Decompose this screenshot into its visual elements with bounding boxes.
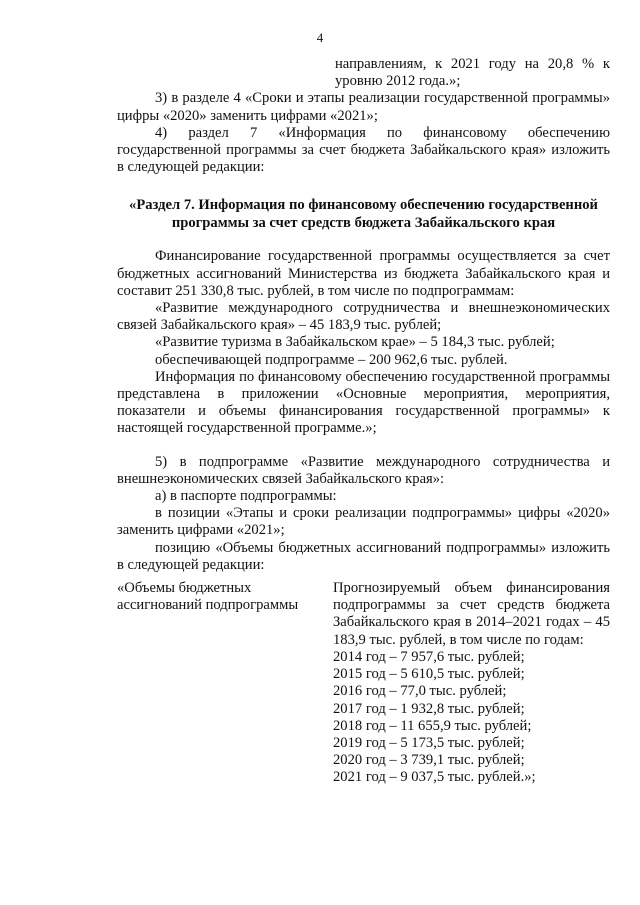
amendment-item-4: 4) раздел 7 «Информация по финансовому обеспечению государственной программы за счет бюджета Забайкальского края» изложить в следующей редакции:	[117, 124, 610, 176]
table-left-cell: «Объемы бюджетных ассигнований подпрограммы	[117, 580, 299, 614]
year-row: 2014 год – 7 957,6 тыс. рублей;	[333, 648, 525, 665]
amendment-item-5: 5) в подпрограмме «Развитие международного сотрудничества и внешнеэкономических связей Забайкальского края»:	[117, 453, 610, 487]
year-row: 2020 год – 3 739,1 тыс. рублей;	[333, 752, 525, 769]
section-7-paragraph-2: «Развитие международного сотрудничества и внешнеэкономических связей Забайкальского края» – 45 183,9 тыс. рублей;	[117, 300, 610, 334]
amendment-item-3: 3) в разделе 4 «Сроки и этапы реализации государственной программы» цифры «2020» заменить цифрами «2021»;	[117, 90, 610, 124]
year-row: 2019 год – 5 173,5 тыс. рублей;	[333, 734, 525, 751]
item-5-subitem-a: а) в паспорте подпрограммы:	[155, 488, 337, 505]
financing-intro: Прогнозируемый объем финансирования подпрограммы за счет средств бюджета Забайкальского края в 2014–2021 годах – 45 183,9 тыс. рублей, в том числе по годам:	[333, 580, 610, 648]
section-7-heading-line-2: программы за счет средств бюджета Забайкальского края	[171, 215, 556, 232]
intro-continuation: направлениям, к 2021 году на 20,8 % к уровню 2012 года.»;	[335, 56, 610, 90]
year-row: 2017 год – 1 932,8 тыс. рублей;	[333, 700, 525, 717]
year-row: 2016 год – 77,0 тыс. рублей;	[333, 683, 507, 700]
year-row: 2018 год – 11 655,9 тыс. рублей;	[333, 717, 532, 734]
section-7-paragraph-5: Информация по финансовому обеспечению государственной программы представлена в приложении «Основные мероприятия, мероприятия, показатели и объемы финансирования государственной программы» к настоящей государственной программе.»;	[117, 368, 610, 437]
budget-allocation-table	[117, 580, 610, 786]
item-5-stages-position: в позиции «Этапы и сроки реализации подпрограммы» цифры «2020» заменить цифрами «2021»;	[117, 505, 610, 539]
section-7-paragraph-3: «Развитие туризма в Забайкальском крае» – 5 184,3 тыс. рублей;	[155, 334, 555, 351]
section-7-paragraph-4: обеспечивающей подпрограмме – 200 962,6 тыс. рублей.	[155, 351, 508, 368]
year-row: 2021 год – 9 037,5 тыс. рублей.»;	[333, 769, 536, 786]
document-body	[117, 56, 610, 787]
year-row: 2015 год – 5 610,5 тыс. рублей;	[333, 666, 525, 683]
item-5-budget-position: позицию «Объемы бюджетных ассигнований подпрограммы» изложить в следующей редакции:	[117, 539, 610, 573]
table-right-cell	[333, 580, 610, 786]
section-7-heading-line-1: «Раздел 7. Информация по финансовому обеспечению государственной	[129, 197, 598, 214]
page-number: 4	[316, 30, 324, 45]
section-7-paragraph-1: Финансирование государственной программы осуществляется за счет бюджетных ассигнований Министерства из бюджета Забайкальского края и составит 251 330,8 тыс. рублей, в том числе по подпрограммам:	[117, 248, 610, 299]
